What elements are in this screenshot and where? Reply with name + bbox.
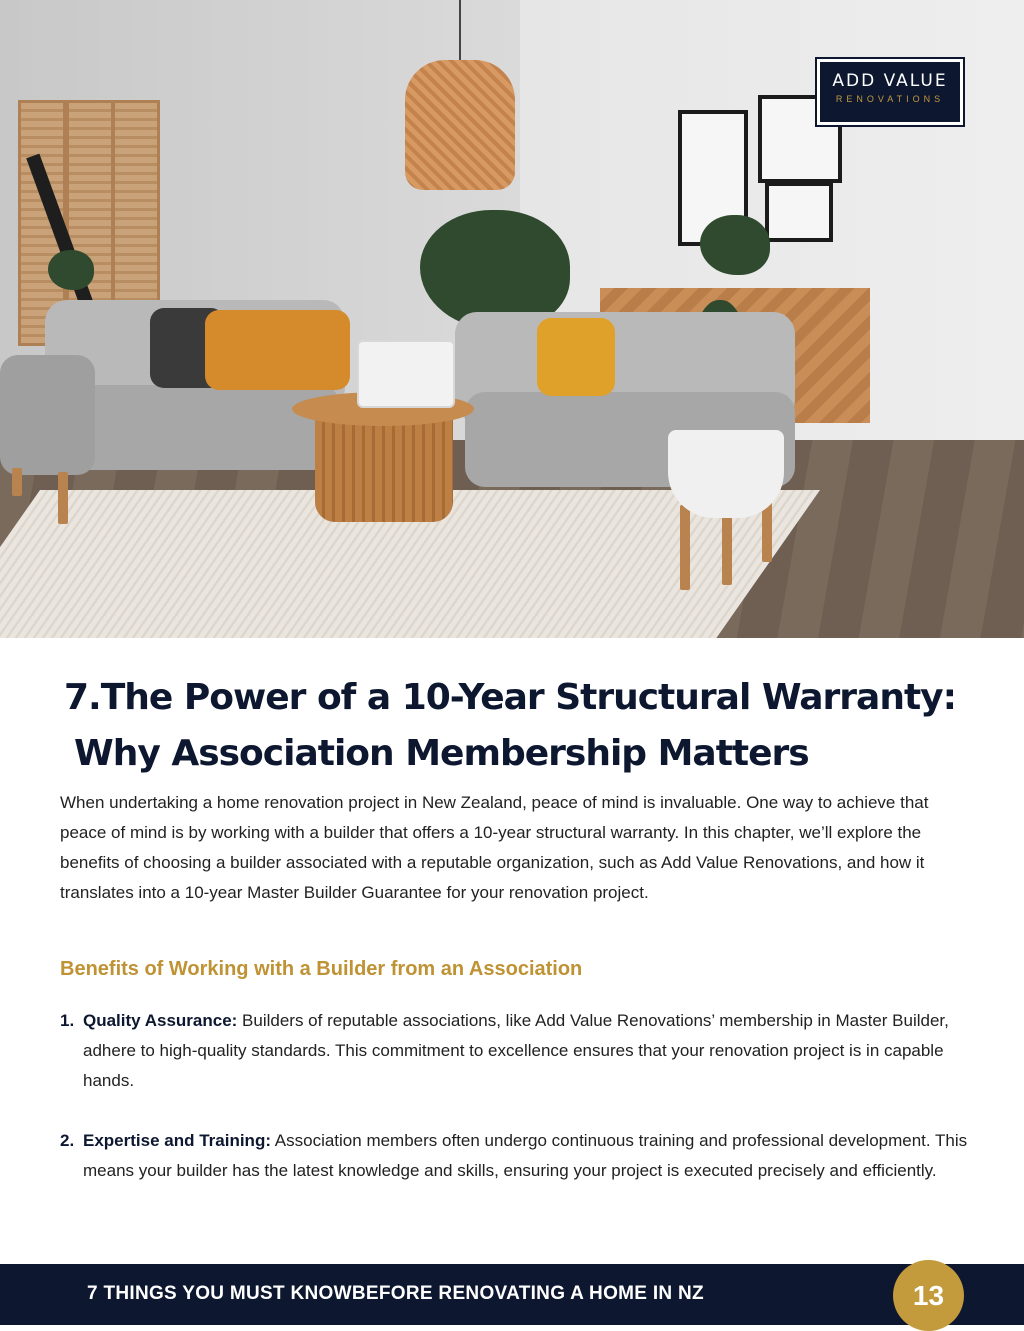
chapter-title-line-1: 7.The Power of a 10-Year Structural Warranty:	[64, 677, 957, 718]
page-number-badge: 13	[893, 1260, 964, 1331]
logo-main-text: ADD VALUE	[832, 71, 948, 91]
footer-title: 7 THINGS YOU MUST KNOWBEFORE RENOVATING A HOME IN NZ	[87, 1283, 704, 1304]
benefits-list	[60, 1006, 970, 1186]
list-item	[60, 1006, 970, 1096]
intro-paragraph: When undertaking a home renovation project in New Zealand, peace of mind is invaluable. One way to achieve that peace of mind is by working with a builder that offers a 10-year structural warranty. In this chapter, we’ll explore the benefits of choosing a builder associated with a reputable organization, such as Add Value Renovations, and how it translates into a 10-year Master Builder Guarantee for your renovation project.	[60, 793, 929, 902]
logo-sub-text: RENOVATIONS	[835, 94, 945, 104]
sofa-leg	[58, 472, 68, 524]
list-item-text: Association members often undergo continuous training and professional development. This means your builder has the latest knowledge and skills, ensuring your project is executed precisely and efficiently.	[83, 1131, 968, 1180]
plant	[48, 250, 94, 290]
sofa-leg	[12, 468, 22, 496]
list-item-lead: Expertise and Training:	[83, 1131, 271, 1150]
sofa-arm	[0, 355, 95, 475]
list-item-lead: Quality Assurance:	[83, 1011, 238, 1030]
plant-pot	[668, 430, 784, 518]
sofa-leg	[680, 505, 690, 590]
list-item-number: 1.	[60, 1011, 75, 1030]
pillow	[205, 310, 350, 390]
pillow	[537, 318, 615, 396]
pendant-lamp	[405, 60, 515, 190]
list-item-number: 2.	[60, 1131, 75, 1150]
section-subheading: Benefits of Working with a Builder from an Association	[60, 958, 583, 980]
picture-frame	[765, 182, 833, 242]
chapter-title	[64, 670, 964, 782]
chapter-title-line-2: Why Association Membership Matters	[74, 733, 809, 774]
lamp-cord	[459, 0, 461, 62]
footer-bar	[0, 1264, 1024, 1325]
list-item	[60, 1126, 970, 1186]
plant	[700, 215, 770, 275]
laptop	[357, 340, 455, 408]
list-item-text: Builders of reputable associations, like Add Value Renovations’ membership in Master Builder, adhere to high-quality standards. This commitment to excellence ensures that your renovation project is in capable hands.	[83, 1011, 949, 1090]
brand-logo	[817, 59, 963, 125]
